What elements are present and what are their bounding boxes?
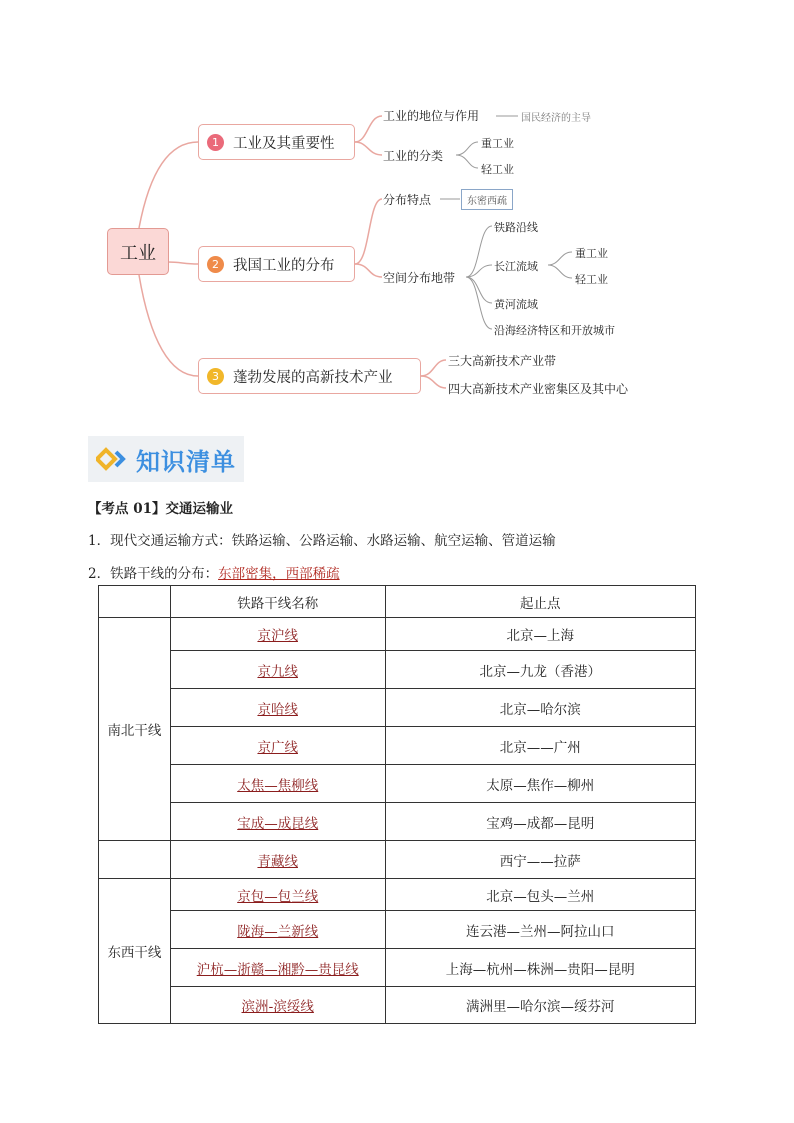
table-row xyxy=(99,949,696,987)
table-header-row xyxy=(99,586,696,618)
railway-name: 宝成—成昆线 xyxy=(237,815,319,832)
leaf-yellow-river: 黄河流域 xyxy=(494,298,538,311)
transport-modes-line: 1．现代交通运输方式：铁路运输、公路运输、水路运输、航空运输、管道运输 xyxy=(88,533,556,549)
railway-name: 陇海—兰新线 xyxy=(237,923,319,940)
branch-number-badge: 2 xyxy=(207,256,224,273)
group-east-west: 东西干线 xyxy=(99,879,171,1024)
railway-name-cell xyxy=(170,765,385,803)
railway-name-cell xyxy=(170,987,385,1024)
railway-route: 北京—九龙（香港） xyxy=(385,651,695,689)
table-row xyxy=(99,803,696,841)
header-cell-name: 铁路干线名称 xyxy=(170,586,385,618)
branch-number-badge: 1 xyxy=(207,134,224,151)
leaf-railway: 铁路沿线 xyxy=(494,221,538,234)
line-prefix: 2．铁路干线的分布： xyxy=(88,566,219,582)
table-row xyxy=(99,765,696,803)
node-status-role: 工业的地位与作用 xyxy=(383,109,480,123)
leaf-light-industry: 轻工业 xyxy=(481,163,514,176)
group-north-south: 南北干线 xyxy=(99,618,171,841)
railway-name: 京沪线 xyxy=(257,628,298,644)
branch-hightech xyxy=(198,358,421,394)
node-four-zones: 四大高新技术产业密集区及其中心 xyxy=(448,382,629,396)
railway-name-cell xyxy=(170,689,385,727)
leaf-yangtze-light: 轻工业 xyxy=(575,273,608,286)
mindmap-connectors xyxy=(0,0,794,420)
leaf-yangtze-heavy: 重工业 xyxy=(575,247,608,260)
table-row xyxy=(99,727,696,765)
table-row xyxy=(99,879,696,911)
table-row xyxy=(99,618,696,651)
group-empty xyxy=(99,841,171,879)
section-title: 知识清单 xyxy=(136,447,236,476)
railway-name: 京哈线 xyxy=(257,701,298,718)
root-label: 工业 xyxy=(120,242,156,264)
header-cell-empty xyxy=(99,586,171,618)
table-row xyxy=(99,841,696,879)
node-three-belts: 三大高新技术产业带 xyxy=(448,354,557,368)
node-spatial-belts: 空间分布地带 xyxy=(383,271,456,285)
branch-label: 我国工业的分布 xyxy=(233,257,335,274)
railway-name-cell xyxy=(170,911,385,949)
railway-route: 太原—焦作—柳州 xyxy=(385,765,695,803)
table-row xyxy=(99,987,696,1024)
node-distribution-feature: 分布特点 xyxy=(383,193,432,207)
railway-distribution-line xyxy=(88,562,340,582)
table-row xyxy=(99,651,696,689)
railway-name: 京九线 xyxy=(257,663,298,680)
leaf-coastal: 沿海经济特区和开放城市 xyxy=(494,324,615,337)
mindmap-root xyxy=(107,228,169,275)
railway-route: 西宁——拉萨 xyxy=(385,841,695,879)
railway-name-cell xyxy=(170,879,385,911)
railway-name: 青藏线 xyxy=(257,853,298,870)
node-classification: 工业的分类 xyxy=(383,149,444,163)
tag-east-dense-west-sparse: 东密西疏 xyxy=(461,189,513,210)
leaf-heavy-industry: 重工业 xyxy=(481,137,514,150)
kaodian-heading: 【考点 01】交通运输业 xyxy=(88,501,233,517)
branch-number-badge: 3 xyxy=(207,368,224,385)
branch-industry-importance xyxy=(198,124,355,160)
section-banner xyxy=(88,436,244,482)
railway-route: 满洲里—哈尔滨—绥芬河 xyxy=(385,987,695,1024)
header-cell-route: 起止点 xyxy=(385,586,695,618)
railway-name-cell xyxy=(170,651,385,689)
branch-label: 蓬勃发展的高新技术产业 xyxy=(233,369,393,386)
railway-name-cell xyxy=(170,618,385,651)
railway-name: 太焦—焦柳线 xyxy=(237,777,319,794)
railway-route: 上海—杭州—株洲—贵阳—昆明 xyxy=(385,949,695,987)
railway-route: 北京—上海 xyxy=(385,618,695,651)
leaf-yangtze: 长江流域 xyxy=(494,260,538,273)
railway-route: 北京—哈尔滨 xyxy=(385,689,695,727)
railway-name: 沪杭—浙赣—湘黔—贵昆线 xyxy=(196,961,359,978)
railway-name-cell xyxy=(170,949,385,987)
branch-industry-distribution xyxy=(198,246,355,282)
table-row xyxy=(99,911,696,949)
railway-name-cell xyxy=(170,727,385,765)
railway-table xyxy=(98,585,696,1024)
railway-name: 滨洲-滨绥线 xyxy=(241,999,314,1015)
table-row xyxy=(99,689,696,727)
railway-route: 连云港—兰州—阿拉山口 xyxy=(385,911,695,949)
railway-name: 京广线 xyxy=(257,739,298,756)
railway-route: 北京—包头—兰州 xyxy=(385,879,695,911)
railway-name-cell xyxy=(170,803,385,841)
railway-name: 京包—包兰线 xyxy=(237,888,319,905)
note-leading-sector: 国民经济的主导 xyxy=(521,113,591,124)
branch-label: 工业及其重要性 xyxy=(233,135,335,152)
distribution-highlight: 东部密集，西部稀疏 xyxy=(218,566,340,582)
railway-route: 宝鸡—成都—昆明 xyxy=(385,803,695,841)
railway-name-cell xyxy=(170,841,385,879)
railway-route: 北京——广州 xyxy=(385,727,695,765)
diamond-arrow-icon xyxy=(96,446,134,472)
